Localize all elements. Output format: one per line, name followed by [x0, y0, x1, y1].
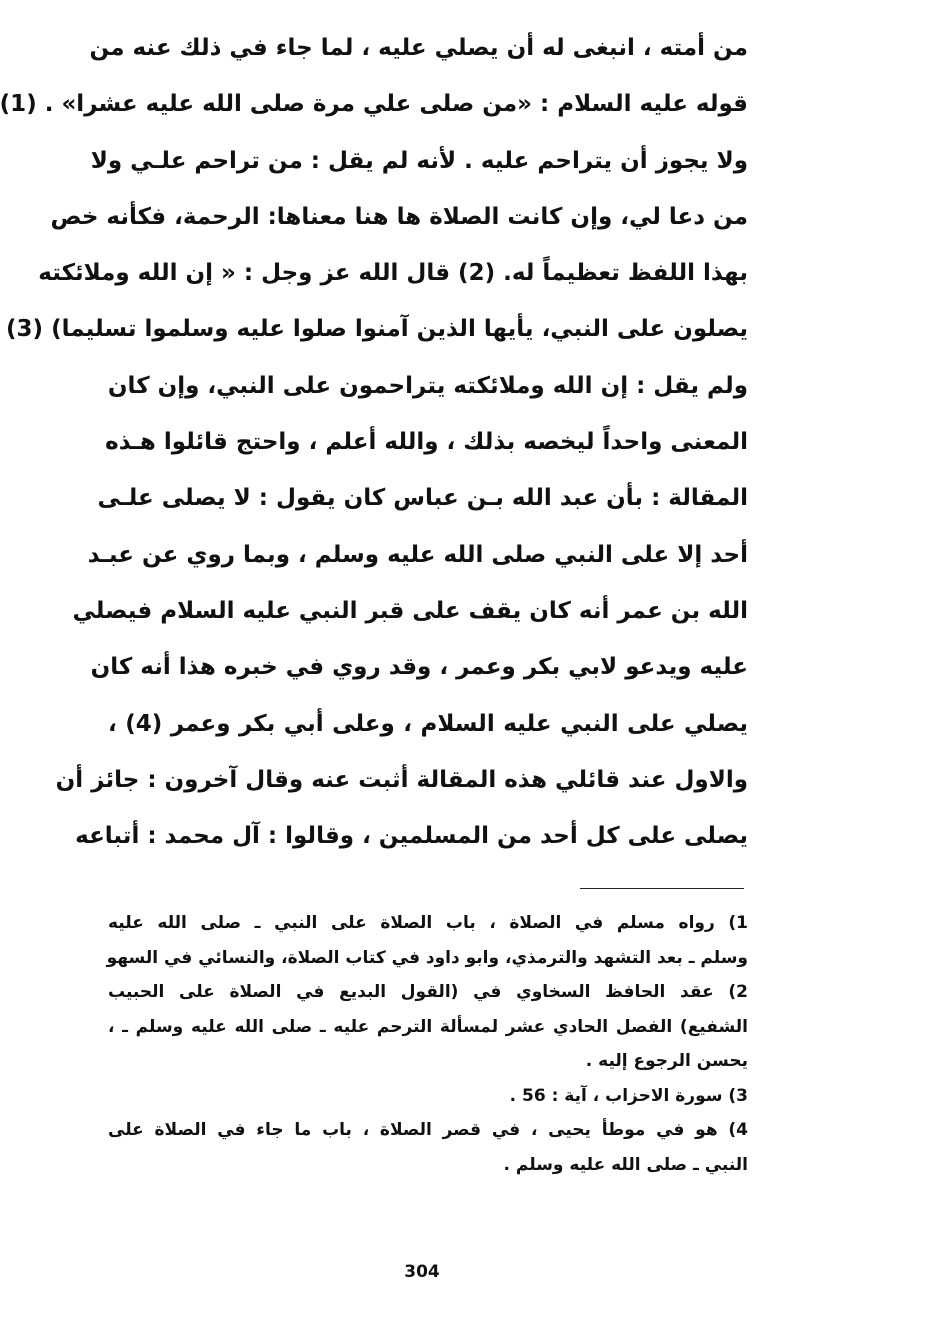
footnote-line: يحسن الرجوع إليه .: [585, 1051, 748, 1071]
footnote-line: 3) سورة الاحزاب ، آية : 56 .: [509, 1085, 748, 1106]
text-line: من أمته ، انبغى له أن يصلي عليه ، لما جاء في ذلك عنه من: [89, 35, 748, 61]
text-line: يصلي على النبي عليه السلام ، وعلى أبي بكر وعمر (4) ،: [108, 710, 748, 737]
footnote-line: النبي ـ صلى الله عليه وسلم .: [503, 1154, 748, 1175]
text-line: والاول عند قائلي هذه المقالة أثبت عنه وقال آخرون : جائز أن: [55, 766, 748, 793]
text-line: المعنى واحداً ليخصه بذلك ، والله أعلم ، واحتج قائلوا هـذه: [105, 429, 748, 456]
footnote-line: 2) عقد الحافظ السخاوي في (القول البديع في الصلاة على الحبيب: [108, 982, 748, 1002]
page-number: 304: [404, 1262, 440, 1282]
footnote-divider: [580, 888, 744, 889]
text-line: عليه ويدعو لابي بكر وعمر ، وقد روي في خبره هذا أنه كان: [90, 654, 748, 681]
footnote-line: الشفيع) الفصل الحادي عشر لمسألة الترحم عليه ـ صلى الله عليه وسلم ـ ،: [108, 1016, 748, 1037]
text-line: ولم يقل : إن الله وملائكته يتراحمون على النبي، وإن كان: [107, 372, 748, 399]
text-line: الله بن عمر أنه كان يقف على قبر النبي عليه السلام فيصلي: [72, 597, 748, 624]
text-line: من دعا لي، وإن كانت الصلاة ها هنا معناها: الرحمة، فكأنه خص: [50, 203, 748, 230]
text-line: قوله عليه السلام : «من صلى علي مرة صلى الله عليه عشرا» . (1): [0, 91, 748, 118]
text-line: يصلون على النبي، يأيها الذين آمنوا صلوا عليه وسلموا تسليما) (3): [6, 316, 748, 343]
text-line: أحد إلا على النبي صلى الله عليه وسلم ، وبما روي عن عبـد: [87, 541, 748, 568]
footnote-line: 1) رواه مسلم في الصلاة ، باب الصلاة على النبي ـ صلى الله عليه: [108, 913, 748, 933]
main-text: [0, 20, 748, 864]
text-line: بهذا اللفظ تعظيماً له. (2) قال الله عز وجل : « إن الله وملائكته: [38, 260, 748, 287]
footnote-line: 4) هو في موطأ يحيى ، في قصر الصلاة ، باب ما جاء في الصلاة على: [108, 1120, 748, 1140]
text-line: ولا يجوز أن يتراحم عليه . لأنه لم يقل : من تراحم علـي ولا: [90, 147, 748, 174]
footnote-line: وسلم ـ بعد التشهد والترمذي، وابو داود في كتاب الصلاة، والنسائي في السهو: [106, 947, 748, 968]
text-line: يصلى على كل أحد من المسلمين ، وقالوا : آل محمد : أتباعه: [75, 823, 748, 850]
footnotes: [108, 906, 748, 1182]
text-line: المقالة : بأن عبد الله بـن عباس كان يقول : لا يصلى علـى: [97, 485, 748, 512]
